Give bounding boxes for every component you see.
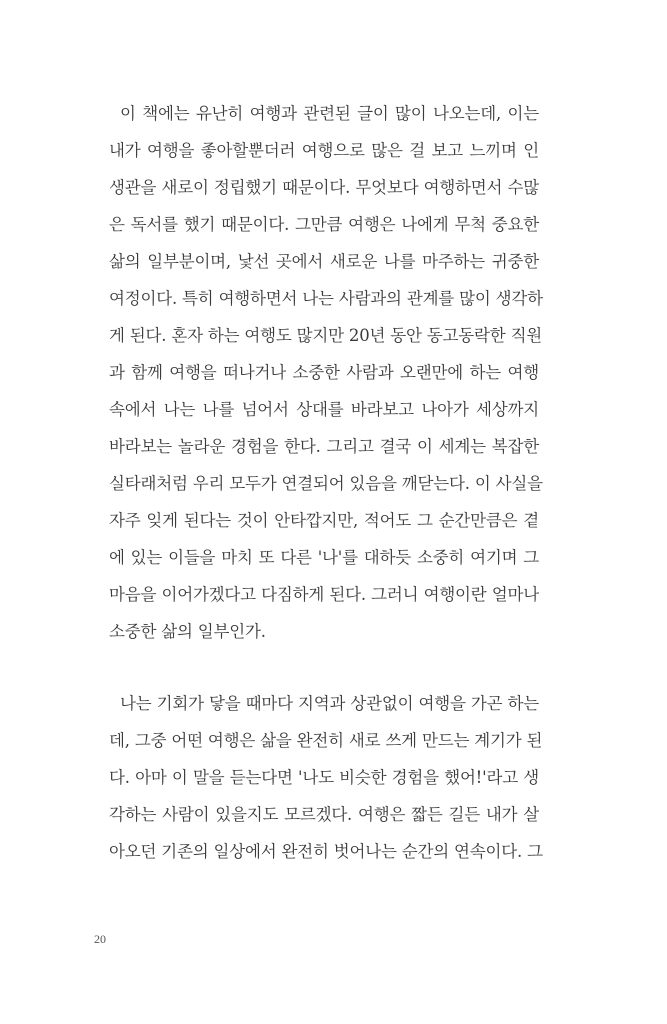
paragraph-line: 이 책에는 유난히 여행과 관련된 글이 많이 나오는데, 이는 — [120, 104, 539, 123]
paragraph-line: 내가 여행을 좋아할뿐더러 여행으로 많은 걸 보고 느끼며 인 — [109, 141, 539, 160]
paragraph-line: 실타래처럼 우리 모두가 연결되어 있음을 깨닫는다. 이 사실을 — [109, 474, 543, 493]
paragraph-line: 소중한 삶의 일부인가. — [109, 622, 266, 641]
paragraph-line: 과 함께 여행을 떠나거나 소중한 사람과 오랜만에 하는 여행 — [109, 363, 539, 382]
paragraph-line: 생관을 새로이 정립했기 때문이다. 무엇보다 여행하면서 수많 — [109, 178, 539, 197]
paragraph-line: 자주 잊게 된다는 것이 안타깝지만, 적어도 그 순간만큼은 곁 — [109, 511, 539, 530]
paragraph-line: 바라보는 놀라운 경험을 한다. 그리고 결국 이 세계는 복잡한 — [109, 437, 539, 456]
paragraph-line: 에 있는 이들을 마치 또 다른 '나'를 대하듯 소중히 여기며 그 — [109, 548, 539, 567]
paragraph-line: 속에서 나는 나를 넘어서 상대를 바라보고 나아가 세상까지 — [109, 400, 539, 419]
paragraph-line: 여정이다. 특히 여행하면서 나는 사람과의 관계를 많이 생각하 — [109, 289, 543, 308]
paragraph-line: 각하는 사람이 있을지도 모르겠다. 여행은 짧든 길든 내가 살 — [109, 805, 539, 824]
paragraph-line: 은 독서를 했기 때문이다. 그만큼 여행은 나에게 무척 중요한 — [109, 215, 539, 234]
paragraph-line: 아오던 기존의 일상에서 완전히 벗어나는 순간의 연속이다. 그 — [109, 842, 543, 861]
paragraph-line: 데, 그중 어떤 여행은 삶을 완전히 새로 쓰게 만드는 계기가 된 — [109, 731, 543, 750]
paragraph-line: 게 된다. 혼자 하는 여행도 많지만 20년 동안 동고동락한 직원 — [109, 326, 543, 345]
paragraph-line: 나는 기회가 닿을 때마다 지역과 상관없이 여행을 가곤 하는 — [120, 694, 539, 713]
page-number: 20 — [94, 932, 106, 946]
paragraph-line: 다. 아마 이 말을 듣는다면 '나도 비슷한 경험을 했어!'라고 생 — [109, 768, 539, 787]
paragraph-line: 삶의 일부분이며, 낯선 곳에서 새로운 나를 마주하는 귀중한 — [109, 252, 539, 271]
paragraph-line: 마음을 이어가겠다고 다짐하게 된다. 그러니 여행이란 얼마나 — [109, 585, 539, 604]
